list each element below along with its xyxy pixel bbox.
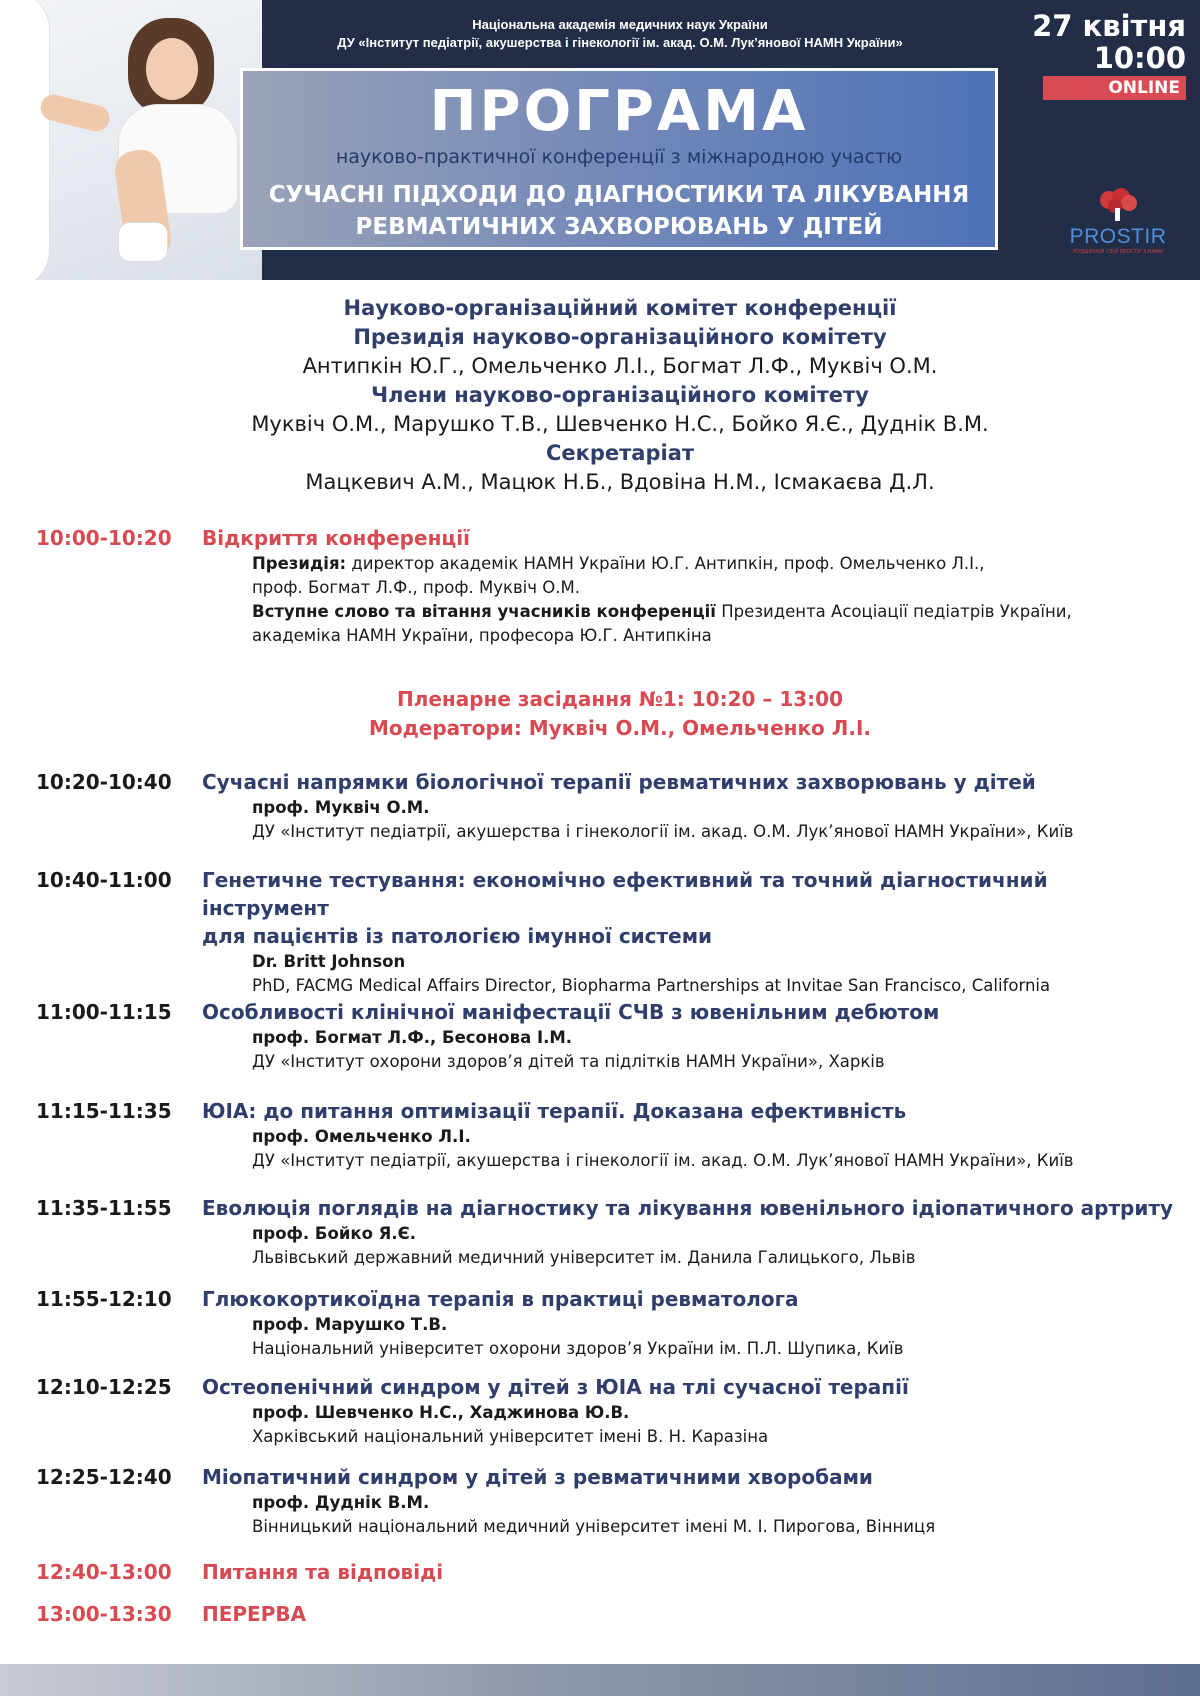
presidium-text-line1: директор академік НАМН України Ю.Г. Антипкін, проф. Омельченко Л.І., — [346, 554, 985, 573]
talk-time: 10:40-11:00 — [36, 868, 172, 892]
program-title: ПРОГРАМА — [429, 79, 809, 144]
event-datetime — [1026, 10, 1186, 74]
talk-time: 12:25-12:40 — [36, 1465, 172, 1489]
talk-item — [36, 1463, 1176, 1539]
secretariat-heading: Секретаріат — [545, 441, 695, 465]
event-date: 27 квітня — [1032, 9, 1186, 43]
talk-speaker: проф. Омельченко Л.І. — [252, 1127, 471, 1146]
talk-speaker: проф. Богмат Л.Ф., Бесонова І.М. — [252, 1028, 573, 1047]
talk-title: Сучасні напрямки біологічної терапії ревматичних захворювань у дітей — [202, 770, 1036, 794]
organizer-institute: ДУ «Інститут педіатрії, акушерства і гінекології ім. акад. О.М. Лук’янової НАМН України» — [337, 35, 903, 50]
members-heading: Члени науково-організаційного комітету — [371, 383, 869, 407]
talk-speaker: проф. Марушко Т.В. — [252, 1315, 448, 1334]
talk-item — [36, 1373, 1176, 1449]
talk-affiliation: PhD, FACMG Medical Affairs Director, Biopharma Partnerships at Invitae San Francisco, California — [252, 976, 1051, 995]
talk-time: 11:35-11:55 — [36, 1196, 172, 1220]
plenary-session-header — [0, 685, 1200, 743]
opening-intro — [252, 600, 1176, 624]
program-title-box — [240, 68, 998, 250]
talk-title-line2: для пацієнтів із патологією імунної системи — [202, 924, 713, 948]
plenary-moderators: Модератори: Муквіч О.М., Омельченко Л.І. — [368, 716, 872, 740]
talk-item — [36, 1285, 1176, 1361]
qa-title: Питання та відповіді — [202, 1560, 444, 1584]
qa-time: 12:40-13:00 — [36, 1560, 172, 1584]
talk-time: 11:15-11:35 — [36, 1099, 172, 1123]
session-title: Відкриття конференції — [202, 526, 470, 550]
talk-speaker: проф. Дуднік В.М. — [252, 1493, 430, 1512]
talk-title: Генетичне тестування: економічно ефективний та точний діагностичний інструмент — [202, 868, 1048, 920]
conference-topic — [243, 179, 995, 243]
qa-session — [36, 1558, 1176, 1586]
talk-speaker: проф. Бойко Я.Є. — [252, 1224, 417, 1243]
talk-title: Особливості клінічної маніфестації СЧВ з ювенільним дебютом — [202, 1000, 940, 1024]
logo-tagline: РОЗШИРЮЙ СВІЙ ПРОСТІР З НАМИ — [1072, 249, 1164, 255]
talk-time: 12:10-12:25 — [36, 1375, 172, 1399]
talk-item — [36, 998, 1176, 1074]
intro-text-line2: академіка НАМН України, професора Ю.Г. Антипкіна — [252, 626, 712, 645]
talk-speaker: проф. Муквіч О.М. — [252, 798, 430, 817]
talk-title: Глюкокортикоїдна терапія в практиці ревматолога — [202, 1287, 799, 1311]
talk-title: Остеопенічний синдром у дітей з ЮІА на тлі сучасної терапії — [202, 1375, 909, 1399]
prostir-logo — [1058, 188, 1178, 256]
talk-speaker: проф. Шевченко Н.С., Хаджинова Ю.В. — [252, 1403, 630, 1422]
talk-item — [36, 768, 1176, 844]
talk-item — [36, 1097, 1176, 1173]
program-subtitle: науково-практичної конференції з міжнародною участю — [335, 146, 903, 168]
talk-affiliation: Національний університет охорони здоров’я України ім. П.Л. Шупика, Київ — [252, 1339, 904, 1358]
footer-bar — [0, 1664, 1200, 1696]
session-time: 10:00-10:20 — [36, 526, 172, 550]
intro-label: Вступне слово та вітання учасників конференції — [252, 602, 716, 621]
committee-heading: Науково-організаційний комітет конференції — [343, 296, 897, 320]
talk-time: 10:20-10:40 — [36, 770, 172, 794]
plenary-title: Пленарне засідання №1: 10:20 – 13:00 — [396, 687, 844, 711]
presidium-names: Антипкін Ю.Г., Омельченко Л.І., Богмат Л.Ф., Муквіч О.М. — [302, 354, 938, 378]
presidium-heading: Президія науково-організаційного комітету — [353, 325, 887, 349]
secretariat-names: Мацкевич А.М., Мацюк Н.Б., Вдовіна Н.М., Ісмакаєва Д.Л. — [305, 470, 935, 494]
opening-presidium — [252, 552, 1176, 576]
talk-affiliation: Вінницький національний медичний університет імені М. І. Пирогова, Вінниця — [252, 1517, 936, 1536]
organizer-academy: Національна академія медичних наук України — [472, 17, 768, 32]
talk-item — [36, 866, 1176, 998]
intro-text-line1: Президента Асоціації педіатрів України, — [715, 602, 1072, 621]
tree-logo-icon — [1095, 188, 1141, 222]
talk-title: Міопатичний синдром у дітей з ревматичними хворобами — [202, 1465, 873, 1489]
conference-topic-line2: РЕВМАТИЧНИХ ЗАХВОРЮВАНЬ У ДІТЕЙ — [355, 214, 883, 240]
hero-photo-child-doctor — [0, 0, 262, 280]
break-title: ПЕРЕРВА — [202, 1602, 307, 1626]
presidium-text-line2: проф. Богмат Л.Ф., проф. Муквіч О.М. — [252, 578, 580, 597]
online-badge: ONLINE — [1043, 76, 1186, 100]
break-time: 13:00-13:30 — [36, 1602, 172, 1626]
talk-affiliation: Львівський державний медичний університет ім. Данила Галицького, Львів — [252, 1248, 916, 1267]
talk-time: 11:55-12:10 — [36, 1287, 172, 1311]
header-banner — [0, 0, 1200, 280]
members-names: Муквіч О.М., Марушко Т.В., Шевченко Н.С., Бойко Я.Є., Дуднік В.М. — [251, 412, 989, 436]
logo-name: PROSTIR — [1069, 225, 1167, 248]
talk-affiliation: ДУ «Інститут педіатрії, акушерства і гінекології ім. акад. О.М. Лук’янової НАМН України», Київ — [252, 822, 1074, 841]
talk-affiliation: ДУ «Інститут педіатрії, акушерства і гінекології ім. акад. О.М. Лук’янової НАМН України», Київ — [252, 1151, 1074, 1170]
talk-time: 11:00-11:15 — [36, 1000, 172, 1024]
event-time: 10:00 — [1093, 41, 1186, 75]
committee-section — [0, 294, 1200, 497]
presidium-label: Президія: — [252, 554, 347, 573]
talk-item — [36, 1194, 1176, 1270]
talk-speaker: Dr. Britt Johnson — [252, 952, 406, 971]
conference-topic-line1: СУЧАСНІ ПІДХОДИ ДО ДІАГНОСТИКИ ТА ЛІКУВАННЯ — [268, 182, 970, 208]
talk-affiliation: ДУ «Інститут охорони здоров’я дітей та підлітків НАМН України», Харків — [252, 1052, 885, 1071]
talk-title: Еволюція поглядів на діагностику та лікування ювенільного ідіопатичного артриту — [202, 1196, 1174, 1220]
organizer-info — [290, 16, 950, 52]
break-session — [36, 1600, 1176, 1628]
opening-session — [36, 524, 1176, 648]
talk-title: ЮІА: до питання оптимізації терапії. Доказана ефективність — [202, 1099, 907, 1123]
talk-affiliation: Харківський національний університет імені В. Н. Каразіна — [252, 1427, 769, 1446]
